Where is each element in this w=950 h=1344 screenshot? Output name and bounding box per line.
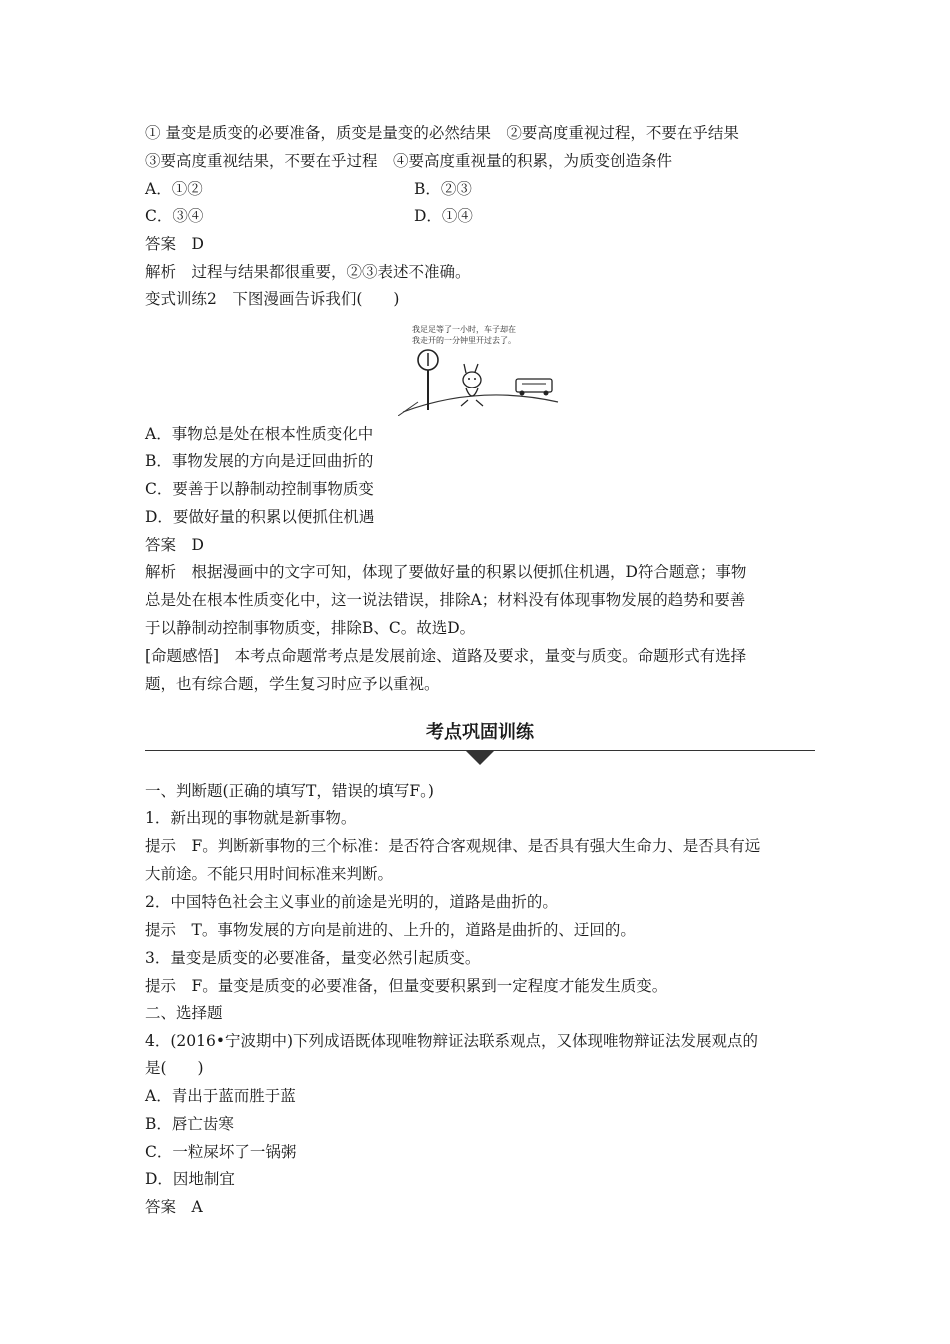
q2-analysis-line-2: 总是处在根本性质变化中，这一说法错误，排除A；材料没有体现事物发展的趋势和要善 (145, 591, 746, 609)
choice-option-a: A．青出于蓝而胜于蓝 (145, 1087, 296, 1105)
q2-stem: 变式训练2 下图漫画告诉我们( ) (145, 290, 400, 308)
judge-hint-1b: 大前途。不能只用时间标准来判断。 (145, 865, 394, 883)
choice-question-4a: 4．(2016•宁波期中)下列成语既体现唯物辩证法联系观点，又体现唯物辩证法发展观点的 (145, 1032, 759, 1050)
cartoon-illustration (398, 322, 560, 416)
statement-line-1: ① 量变是质变的必要准备，质变是量变的必然结果 ②要高度重视过程，不要在乎结果 (145, 124, 739, 142)
insight-line-1: [命题感悟] 本考点命题常考点是发展前途、道路及要求，量变与质变。命题形式有选择 (145, 647, 747, 665)
q1-option-d: D．①④ (414, 207, 473, 225)
section-arrow-icon (466, 751, 494, 765)
cartoon-caption-2: 我走开的一分钟里开过去了。 (412, 336, 516, 345)
q2-answer: 答案 D (145, 536, 204, 554)
judge-question-1: 1．新出现的事物就是新事物。 (145, 809, 357, 827)
q2-analysis-line-3: 于以静制动控制事物质变，排除B、C。故选D。 (145, 619, 476, 637)
statement-line-2: ③要高度重视结果，不要在乎过程 ④要高度重视量的积累，为质变创造条件 (145, 152, 673, 170)
q1-option-a: A．①② (145, 180, 203, 198)
choice-answer: 答案 A (145, 1198, 203, 1216)
cartoon-caption-1: 我足足等了一小时，车子却在 (412, 325, 516, 334)
section-title: 考点巩固训练 (426, 722, 534, 743)
choice-option-c: C．一粒屎坏了一锅粥 (145, 1143, 297, 1161)
q1-answer: 答案 D (145, 235, 204, 253)
q2-option-c: C．要善于以静制动控制事物质变 (145, 480, 374, 498)
q1-option-c: C．③④ (145, 207, 204, 225)
judge-hint-1a: 提示 F。判断新事物的三个标准：是否符合客观规律、是否具有强大生命力、是否具有远 (145, 837, 761, 855)
choice-heading: 二、选择题 (145, 1004, 223, 1022)
choice-option-d: D．因地制宜 (145, 1170, 235, 1188)
q2-option-d: D．要做好量的积累以便抓住机遇 (145, 508, 375, 526)
judge-question-3: 3．量变是质变的必要准备，量变必然引起质变。 (145, 949, 481, 967)
q2-option-a: A．事物总是处在根本性质变化中 (145, 425, 374, 443)
judge-hint-2: 提示 T。事物发展的方向是前进的、上升的，道路是曲折的、迂回的。 (145, 921, 636, 939)
judge-question-2: 2．中国特色社会主义事业的前途是光明的，道路是曲折的。 (145, 893, 558, 911)
q1-analysis: 解析 过程与结果都很重要，②③表述不准确。 (145, 263, 471, 281)
choice-option-b: B．唇亡齿寒 (145, 1115, 234, 1133)
judge-hint-3: 提示 F。量变是质变的必要准备，但量变要积累到一定程度才能发生质变。 (145, 977, 668, 995)
q2-option-b: B．事物发展的方向是迂回曲折的 (145, 452, 374, 470)
q2-analysis-line-1: 解析 根据漫画中的文字可知，体现了要做好量的积累以便抓住机遇，D符合题意；事物 (145, 563, 747, 581)
q1-option-b: B．②③ (414, 180, 472, 198)
insight-line-2: 题，也有综合题，学生复习时应予以重视。 (145, 675, 440, 693)
judge-heading: 一、判断题(正确的填写T，错误的填写F。) (145, 782, 434, 800)
choice-question-4b: 是( ) (145, 1059, 204, 1077)
